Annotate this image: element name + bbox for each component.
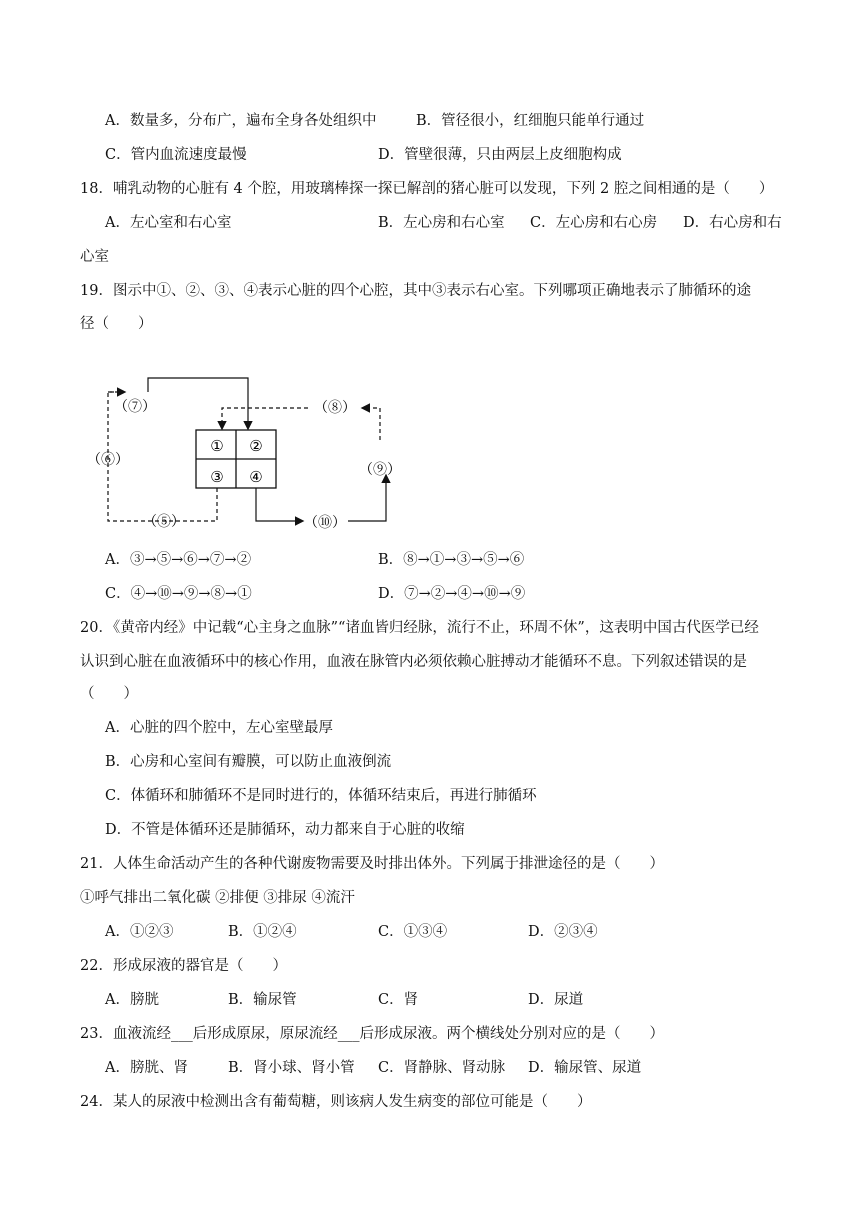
q17-option-a: A．数量多，分布广，遍布全身各处组织中	[105, 113, 377, 129]
q19-stem-line2: 径（ ）	[80, 316, 153, 332]
q23-stem: 23．血液流经___后形成原尿，原尿流经___后形成尿液。两个横线处分别对应的是（ ）	[80, 1026, 664, 1042]
q17-option-b: B．管径很小，红细胞只能单行通过	[416, 113, 645, 129]
q17-option-d: D．管壁很薄，只由两层上皮细胞构成	[378, 147, 622, 163]
q20-option-c: C．体循环和肺循环不是同时进行的，体循环结束后，再进行肺循环	[105, 788, 537, 804]
q20-option-d: D．不管是体循环还是肺循环，动力都来自于心脏的收缩	[105, 822, 465, 838]
label-9: （⑨）	[359, 462, 401, 478]
q21-stem: 21．人体生命活动产生的各种代谢废物需要及时排出体外。下列属于排泄途径的是（ ）	[80, 856, 664, 872]
label-8: （⑧）	[314, 400, 356, 416]
q19-option-b: B．⑧→①→③→⑤→⑥	[378, 552, 525, 568]
q21-option-b: B．①②④	[228, 924, 297, 940]
q18-stem: 18．哺乳动物的心脏有 4 个腔，用玻璃棒探一探已解剖的猪心脏可以发现，下列 2 腔之间相通的是（ ）	[80, 181, 774, 197]
q22-option-c: C．肾	[378, 992, 419, 1008]
q17-option-c: C．管内血流速度最慢	[105, 147, 247, 163]
q22-stem: 22．形成尿液的器官是（ ）	[80, 958, 287, 974]
q20-option-a: A．心脏的四个腔中，左心室壁最厚	[105, 720, 333, 736]
arrow-8-in	[363, 408, 380, 440]
q18-option-d-continued: 心室	[80, 249, 109, 265]
q19-option-d: D．⑦→②→④→⑩→⑨	[378, 586, 526, 602]
q18-option-c: C．左心房和右心房	[530, 215, 658, 231]
arrow-9	[348, 476, 386, 521]
q24-stem: 24．某人的尿液中检测出含有葡萄糖，则该病人发生病变的部位可能是（ ）	[80, 1094, 592, 1110]
q19-option-a: A．③→⑤→⑥→⑦→②	[105, 552, 252, 568]
q23-option-d: D．输尿管、尿道	[528, 1060, 642, 1076]
q22-option-b: B．输尿管	[228, 992, 297, 1008]
q20-stem-line1: 20．《黄帝内经》中记载“心主身之血脉”“诸血皆归经脉，流行不止，环周不休”，这表明中国古代医学已经	[80, 620, 759, 636]
chamber-4: ④	[249, 468, 263, 486]
q18-option-d: D．右心房和右	[683, 215, 782, 231]
q23-option-a: A．膀胱、肾	[105, 1060, 188, 1076]
q18-option-b: B．左心房和右心室	[378, 215, 505, 231]
q23-option-c: C．肾静脉、肾动脉	[378, 1060, 506, 1076]
q21-items: ①呼气排出二氧化碳 ②排便 ③排尿 ④流汗	[80, 890, 355, 906]
q20-option-b: B．心房和心室间有瓣膜，可以防止血液倒流	[105, 754, 392, 770]
q19-stem-line1: 19．图示中①、②、③、④表示心脏的四个心腔，其中③表示右心室。下列哪项正确地表示了肺循环的途	[80, 283, 751, 299]
q21-option-d: D．②③④	[528, 924, 598, 940]
q20-stem-line2: 认识到心脏在血液循环中的核心作用，血液在脉管内必须依赖心脏搏动才能循环不息。下列叙述错误的是	[80, 654, 747, 670]
chamber-1: ①	[210, 437, 224, 455]
q22-option-d: D．尿道	[528, 992, 584, 1008]
q21-option-c: C．①③④	[378, 924, 448, 940]
chamber-2: ②	[249, 437, 263, 455]
q18-option-a: A．左心室和右心室	[105, 215, 232, 231]
q19-option-c: C．④→⑩→⑨→⑧→①	[105, 586, 252, 602]
q21-option-a: A．①②③	[105, 924, 174, 940]
label-7: （⑦）	[114, 399, 156, 415]
chamber-3: ③	[210, 468, 224, 486]
label-5: （⑤）	[143, 514, 185, 530]
arrow-8-out	[222, 408, 308, 428]
label-6: （⑥）	[87, 452, 129, 468]
q20-stem-line3: （ ）	[80, 686, 138, 702]
arrow-7	[148, 378, 248, 428]
arrow-10	[256, 488, 302, 521]
q23-option-b: B．肾小球、肾小管	[228, 1060, 355, 1076]
heart-circulation-diagram	[80, 370, 420, 540]
label-10: （⑩）	[304, 515, 346, 531]
q22-option-a: A．膀胱	[105, 992, 159, 1008]
